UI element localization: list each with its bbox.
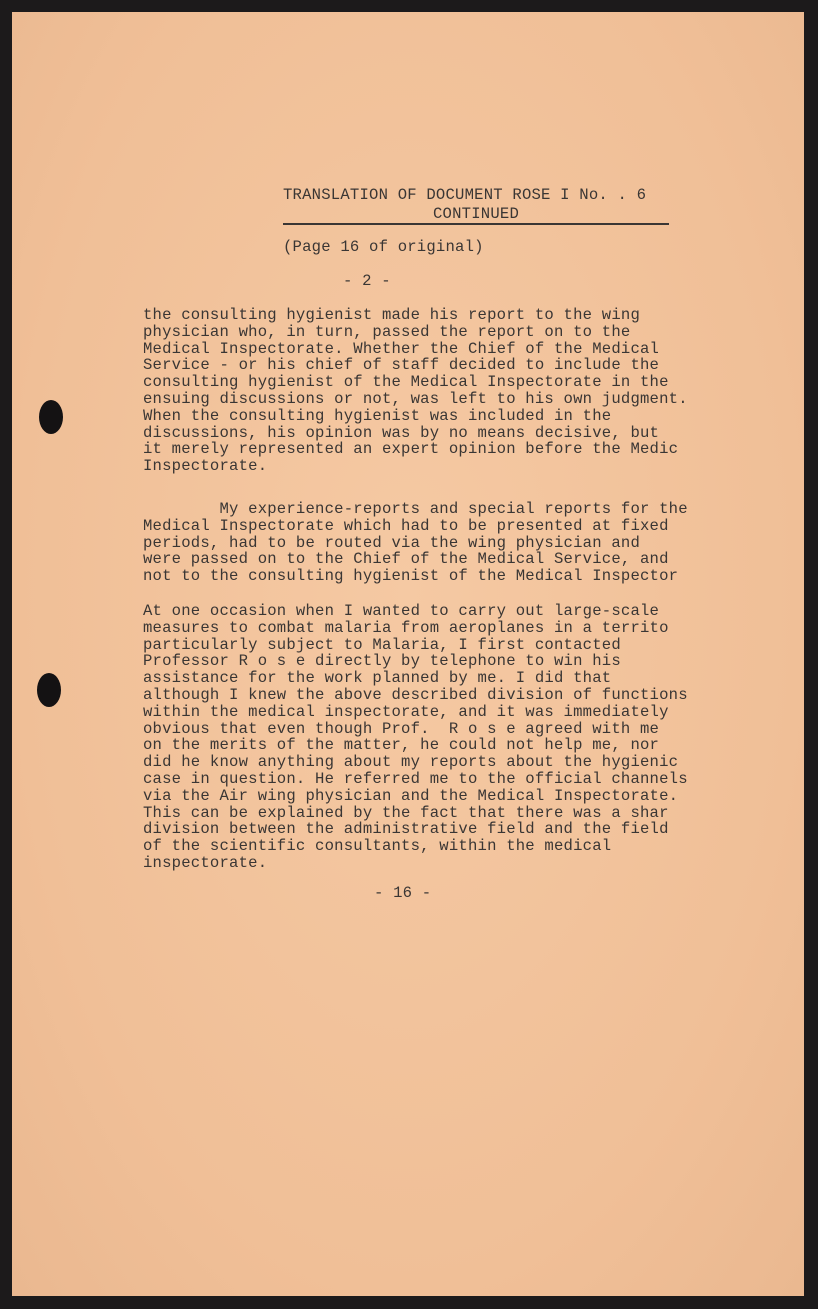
- paragraph: At one occasion when I wanted to carry out large-scale measures to combat malaria from aeroplanes in a territo particularly subject to Malaria, I first contacted Professor R o s e directly by telephone to win his assistance for the work planned by me. I did that although I knew the above described division of functions within the medical inspectorate, and it was immediately obvious that even though Prof. R o s e agreed with me on the merits of the matter, he could not help me, nor did he know anything about my reports about the hygienic case in question. He referred me to the official channels via the Air wing physician and the Medical Inspectorate. This can be explained by the fact that there was a shar division between the administrative field and the field of the scientific consultants, within the medical inspectorate.: [143, 602, 688, 872]
- header-underline: [283, 223, 669, 225]
- document-page: [12, 12, 804, 1296]
- page-number-top: - 2 -: [343, 272, 391, 290]
- header-title: TRANSLATION OF DOCUMENT ROSE I No. . 6: [283, 186, 647, 204]
- punch-hole: [37, 673, 61, 707]
- header-continued: CONTINUED: [433, 205, 520, 223]
- paragraph: My experience-reports and special reports for the Medical Inspectorate which had to be presented at fixed periods, had to be routed via the wing physician and were passed on to the Chief of the Medical Service, and not to the consulting hygienist of the Medical Inspector: [143, 500, 688, 586]
- page-number-bottom: - 16 -: [374, 884, 432, 902]
- document-header: [283, 186, 673, 226]
- paragraph: the consulting hygienist made his report to the wing physician who, in turn, passed the report on to the Medical Inspectorate. Whether the Chief of the Medical Service - or his chief of staff decided to include the consulting hygienist of the Medical Inspectorate in the ensuing discussions or not, was left to his own judgment. When the consulting hygienist was included in the discussions, his opinion was by no means decisive, but it merely represented an expert opinion before the Medic Inspectorate.: [143, 306, 688, 476]
- page-reference: (Page 16 of original): [283, 238, 484, 256]
- punch-hole: [39, 400, 63, 434]
